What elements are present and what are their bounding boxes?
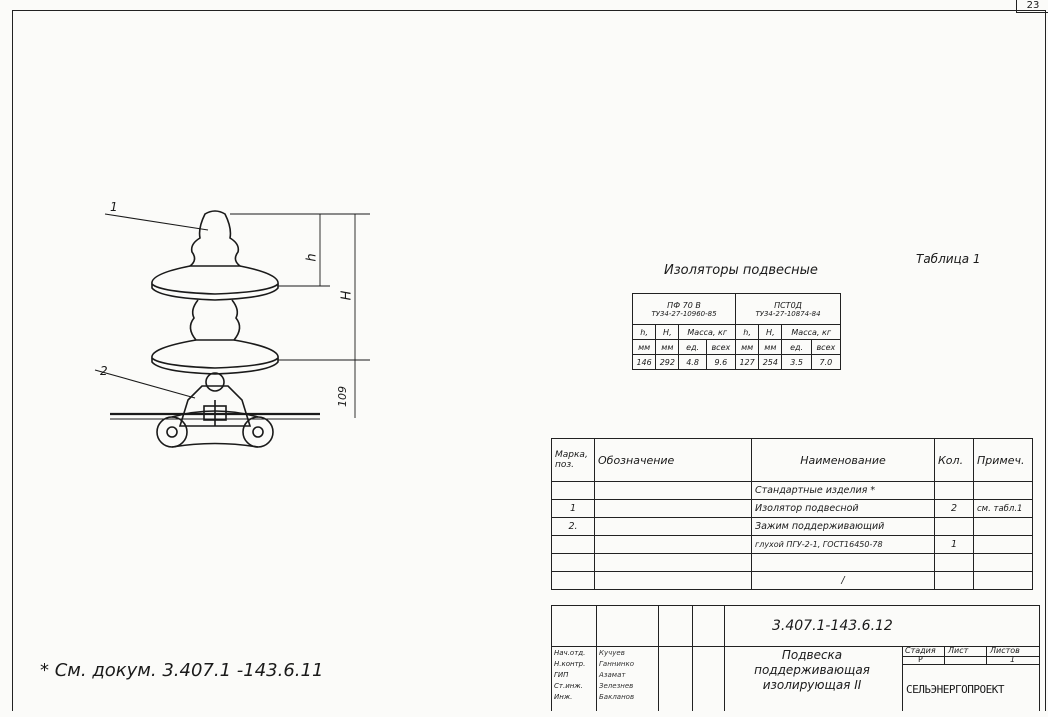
unit-cell: всех <box>706 340 735 355</box>
spec-qty <box>935 554 974 572</box>
pos-1-label: 1 <box>110 200 118 214</box>
organization: СЕЛЬЭНЕРГОПРОЕКТ <box>906 683 1004 696</box>
unit-cell: ед. <box>782 340 811 355</box>
spec-designation <box>595 554 752 572</box>
table-row <box>552 572 1033 590</box>
sheets-value: 1 <box>1010 655 1016 664</box>
unit-cell: мм <box>656 340 679 355</box>
spec-name: Изолятор подвесной <box>752 500 935 518</box>
signer-role: Н.контр. <box>554 660 586 668</box>
table-row <box>552 536 1033 554</box>
table-row <box>552 518 1033 536</box>
table-row <box>552 554 1033 572</box>
spec-pos <box>552 482 595 500</box>
spec-note <box>974 482 1033 500</box>
title-line: поддерживающая <box>754 663 870 677</box>
spec-qty <box>935 572 974 590</box>
insulator-table-title: Изоляторы подвесные <box>664 263 818 278</box>
value-cell: 292 <box>656 355 679 370</box>
spec-note <box>974 536 1033 554</box>
signer-name: Азамат <box>599 671 626 679</box>
signer-role: Нач.отд. <box>554 649 586 657</box>
title-line: Подвеска <box>781 648 843 662</box>
signer-role: Ст.инж. <box>554 682 583 690</box>
unit-cell: мм <box>633 340 656 355</box>
spec-note: см. табл.1 <box>974 500 1033 518</box>
value-cell: 127 <box>736 355 759 370</box>
value-cell: 254 <box>759 355 782 370</box>
spec-header-note: Примеч. <box>974 439 1033 482</box>
footnote: * См. докум. 3.407.1 -143.6.11 <box>40 660 324 681</box>
table-caption: Таблица 1 <box>916 252 981 266</box>
signer-name: Ганнинко <box>599 660 634 668</box>
type-name: ПФ 70 В <box>667 300 701 310</box>
spec-pos <box>552 572 595 590</box>
spec-qty: 1 <box>935 536 974 554</box>
spec-note <box>974 572 1033 590</box>
spec-name: / <box>752 572 935 590</box>
col-header: h, <box>633 325 656 340</box>
signature-grid <box>552 606 725 711</box>
spec-qty <box>935 518 974 536</box>
spec-pos: 1 <box>552 500 595 518</box>
sheet-number: 23 <box>1016 0 1048 13</box>
col-header: h, <box>736 325 759 340</box>
col-header: H, <box>759 325 782 340</box>
value-cell: 7.0 <box>811 355 840 370</box>
spec-header-designation: Обозначение <box>595 439 752 482</box>
spec-designation <box>595 572 752 590</box>
spec-pos <box>552 536 595 554</box>
spec-designation <box>595 482 752 500</box>
dim-H-label: H <box>339 290 355 301</box>
dim-109-label: 109 <box>336 386 349 407</box>
spec-qty <box>935 482 974 500</box>
sheets-label: Листов <box>990 646 1020 655</box>
value-cell: 146 <box>633 355 656 370</box>
unit-cell: мм <box>736 340 759 355</box>
spec-header-qty: Кол. <box>935 439 974 482</box>
col-header: Масса, кг <box>679 325 736 340</box>
title-block <box>551 605 1040 711</box>
type-name: ПСТ0Д <box>774 300 802 310</box>
signer-role: Инж. <box>554 693 573 701</box>
stage-label: Стадия <box>905 646 936 655</box>
unit-cell: ед. <box>679 340 706 355</box>
value-cell: 9.6 <box>706 355 735 370</box>
value-cell: 3.5 <box>782 355 811 370</box>
spec-header-pos: Марка, поз. <box>552 439 595 482</box>
spec-designation <box>595 518 752 536</box>
sheet-label: Лист <box>948 646 969 655</box>
signer-role: ГИП <box>554 671 569 679</box>
spec-name: глухой ПГУ-2-1, ГОСТ16450-78 <box>752 536 935 554</box>
spec-pos <box>552 554 595 572</box>
insulator-drawing <box>90 200 380 470</box>
signer-name: Бакланов <box>599 693 635 701</box>
dim-h-label: h <box>304 253 320 262</box>
table-row <box>552 500 1033 518</box>
table-row <box>552 482 1033 500</box>
spec-name: Стандартные изделия * <box>752 482 935 500</box>
col-header: Масса, кг <box>782 325 841 340</box>
unit-cell: всех <box>811 340 840 355</box>
spec-qty: 2 <box>935 500 974 518</box>
type-spec: ТУ34-27-10874-84 <box>755 309 821 318</box>
spec-note <box>974 518 1033 536</box>
spec-designation <box>595 536 752 554</box>
doc-code: 3.407.1-143.6.12 <box>772 618 893 634</box>
title-line: изолирующая II <box>762 678 862 692</box>
pos-2-label: 2 <box>100 364 108 378</box>
spec-name <box>752 554 935 572</box>
stage-cell <box>902 646 1039 674</box>
spec-header-name: Наименование <box>752 439 935 482</box>
type-spec: ТУ34-27-10960-85 <box>651 309 717 318</box>
signer-name: Зелезнев <box>599 682 634 690</box>
specification-table <box>551 438 1033 590</box>
unit-cell: мм <box>759 340 782 355</box>
spec-name: Зажим поддерживающий <box>752 518 935 536</box>
spec-designation <box>595 500 752 518</box>
signer-name: Кучуев <box>599 649 625 657</box>
col-header: H, <box>656 325 679 340</box>
insulator-table <box>632 293 841 370</box>
spec-pos: 2. <box>552 518 595 536</box>
value-cell: 4.8 <box>679 355 706 370</box>
spec-note <box>974 554 1033 572</box>
stage-value: Р <box>918 655 923 664</box>
